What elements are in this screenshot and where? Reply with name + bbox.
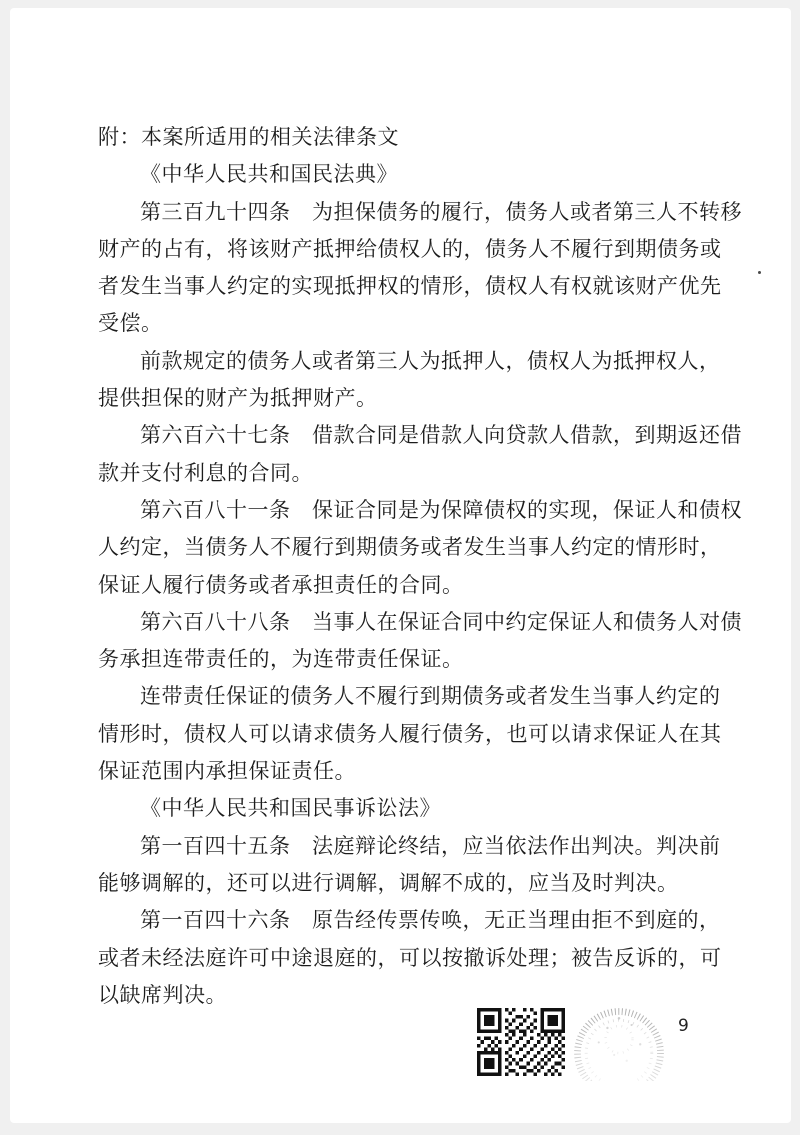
faded-seal-stamp-icon (570, 999, 668, 1081)
doc-line: 受偿。 (98, 311, 163, 336)
doc-line: 情形时，债权人可以请求债务人履行债务，也可以请求保证人在其 (98, 721, 722, 746)
doc-line: 款并支付利息的合同。 (98, 460, 313, 485)
doc-line: 第六百八十一条 保证合同是为保障债权的实现，保证人和债权 (140, 497, 742, 522)
doc-line: 保证范围内承担保证责任。 (98, 759, 356, 784)
doc-line: 财产的占有，将该财产抵押给债权人的，债务人不履行到期债务或 (98, 236, 722, 261)
statutes-text-block (98, 119, 742, 1014)
doc-line: 连带责任保证的债务人不履行到期债务或者发生当事人约定的 (140, 684, 721, 709)
doc-line: 能够调解的，还可以进行调解，调解不成的，应当及时判决。 (98, 870, 679, 895)
doc-line: 或者未经法庭许可中途退庭的，可以按撤诉处理；被告反诉的，可 (98, 945, 722, 970)
doc-line: 附：本案所适用的相关法律条文 (98, 125, 399, 149)
doc-line: 第六百八十八条 当事人在保证合同中约定保证人和债务人对债 (140, 609, 742, 634)
doc-line: 务承担连带责任的，为连带责任保证。 (98, 647, 464, 672)
doc-line: 第一百四十六条 原告经传票传唤，无正当理由拒不到庭的， (140, 908, 721, 933)
doc-line: 提供担保的财产为抵押财产。 (98, 386, 378, 411)
doc-line: 者发生当事人约定的实现抵押权的情形，债权人有权就该财产优先 (98, 274, 722, 299)
page-number: 9 (678, 1016, 689, 1036)
doc-line: 人约定，当债务人不履行到期债务或者发生当事人约定的情形时， (98, 535, 722, 560)
doc-line: 《中华人民共和国民法典》 (140, 162, 398, 187)
doc-line: 第三百九十四条 为担保债务的履行，债务人或者第三人不转移 (140, 199, 742, 224)
qr-code-icon (477, 1008, 565, 1076)
doc-line: 《中华人民共和国民事诉讼法》 (140, 796, 441, 821)
doc-line: 以缺席判决。 (98, 982, 227, 1007)
document-page (10, 8, 791, 1123)
doc-line: 第一百四十五条 法庭辩论终结，应当依法作出判决。判决前 (140, 833, 721, 858)
doc-line: 第六百六十七条 借款合同是借款人向贷款人借款，到期返还借 (140, 423, 742, 448)
scan-speck (758, 271, 761, 274)
doc-line: 前款规定的债务人或者第三人为抵押人，债权人为抵押权人， (140, 348, 721, 373)
doc-line: 保证人履行债务或者承担责任的合同。 (98, 572, 464, 597)
